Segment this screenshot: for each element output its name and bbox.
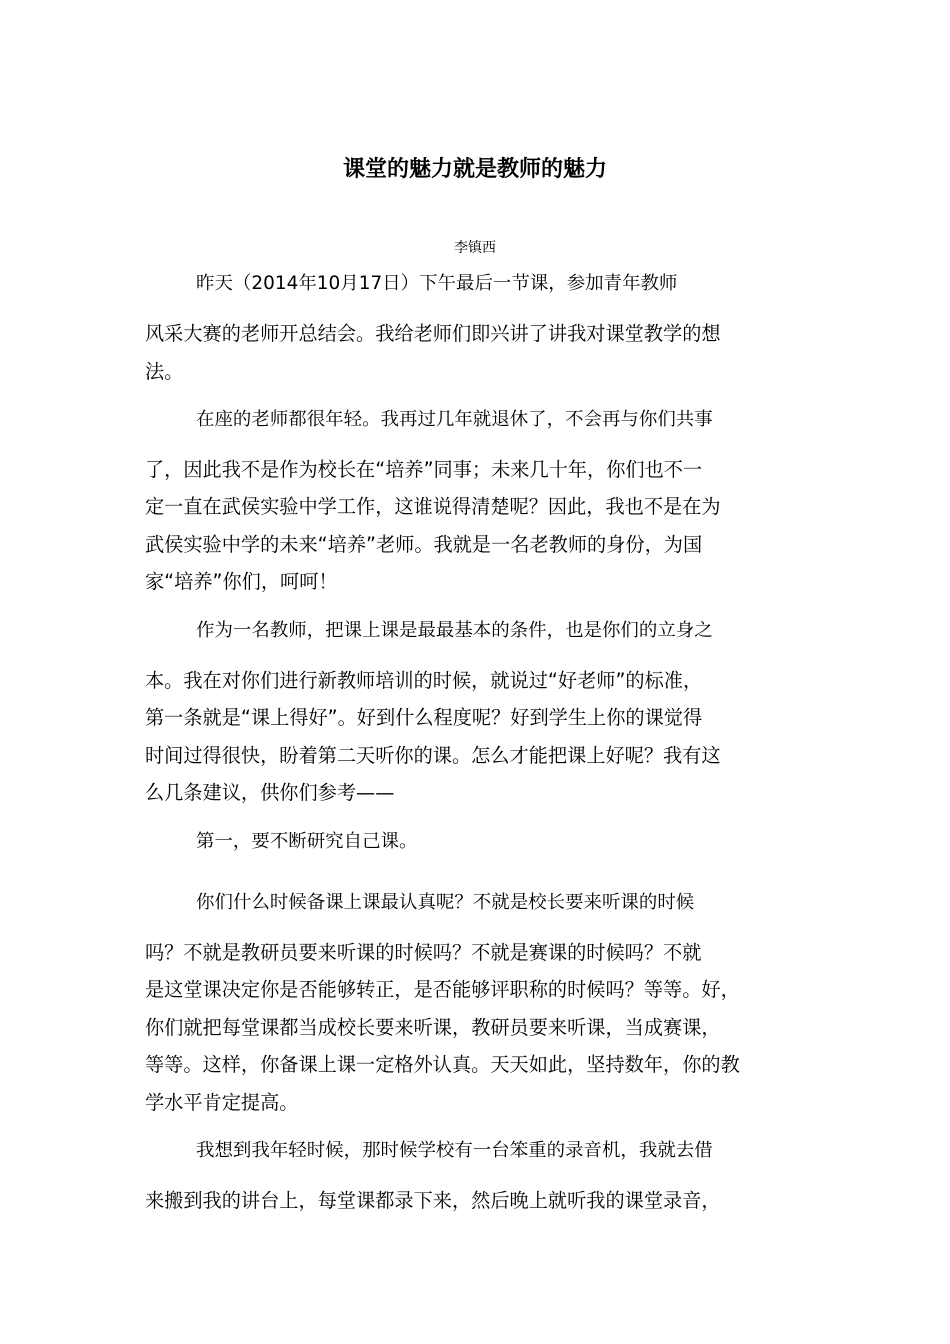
author-name: 李镇西	[454, 240, 496, 256]
paragraph-line: 本。我在对你们进行新教师培训的时候，就说过“好老师”的标准，	[145, 669, 703, 692]
paragraph-line: 来搬到我的讲台上，每堂课都录下来，然后晚上就听我的课堂录音，	[145, 1189, 721, 1212]
paragraph-line: 你们就把每堂课都当成校长要来听课，教研员要来听课，当成赛课，	[145, 1016, 721, 1039]
paragraph-line: 了，因此我不是作为校长在“培养”同事；未来几十年，你们也不一	[145, 458, 703, 481]
paragraph-line: 定一直在武侯实验中学工作，这谁说得清楚呢？因此，我也不是在为	[145, 495, 721, 518]
paragraph-line: 学水平肯定提高。	[145, 1091, 299, 1114]
paragraph-line: 第一条就是“课上得好”。好到什么程度呢？好到学生上你的课觉得	[145, 706, 703, 729]
paragraph-line: 昨天（2014年10月17日）下午最后一节课，参加青年教师	[196, 273, 678, 294]
paragraph-line: 我想到我年轻时候，那时候学校有一台笨重的录音机，我就去借	[196, 1140, 713, 1161]
paragraph-line: 吗？不就是教研员要来听课的时候吗？不就是赛课的时候吗？不就	[145, 941, 702, 964]
paragraph-line: 时间过得很快，盼着第二天听你的课。怎么才能把课上好呢？我有这	[145, 744, 721, 767]
paragraph-line: 作为一名教师，把课上课是最最基本的条件，也是你们的立身之	[196, 620, 713, 641]
paragraph-line: 第一，要不断研究自己课。	[196, 831, 418, 852]
paragraph-line: 等等。这样，你备课上课一定格外认真。天天如此，坚持数年，你的教	[145, 1053, 740, 1076]
paragraph-line: 风采大赛的老师开总结会。我给老师们即兴讲了讲我对课堂教学的想	[145, 322, 721, 345]
paragraph-line: 武侯实验中学的未来“培养”老师。我就是一名老教师的身份，为国	[145, 533, 703, 556]
document-title: 课堂的魅力就是教师的魅力	[342, 157, 607, 182]
paragraph-line: 家“培养”你们，呵呵！	[145, 570, 338, 593]
paragraph-line: 么几条建议，供你们参考——	[145, 781, 395, 804]
paragraph-line: 你们什么时候备课上课最认真呢？不就是校长要来听课的时候	[196, 892, 695, 913]
paragraph-line: 法。	[145, 360, 184, 383]
paragraph-line: 在座的老师都很年轻。我再过几年就退休了，不会再与你们共事	[196, 409, 713, 430]
paragraph-line: 是这堂课决定你是否能够转正，是否能够评职称的时候吗？等等。好，	[145, 978, 740, 1001]
